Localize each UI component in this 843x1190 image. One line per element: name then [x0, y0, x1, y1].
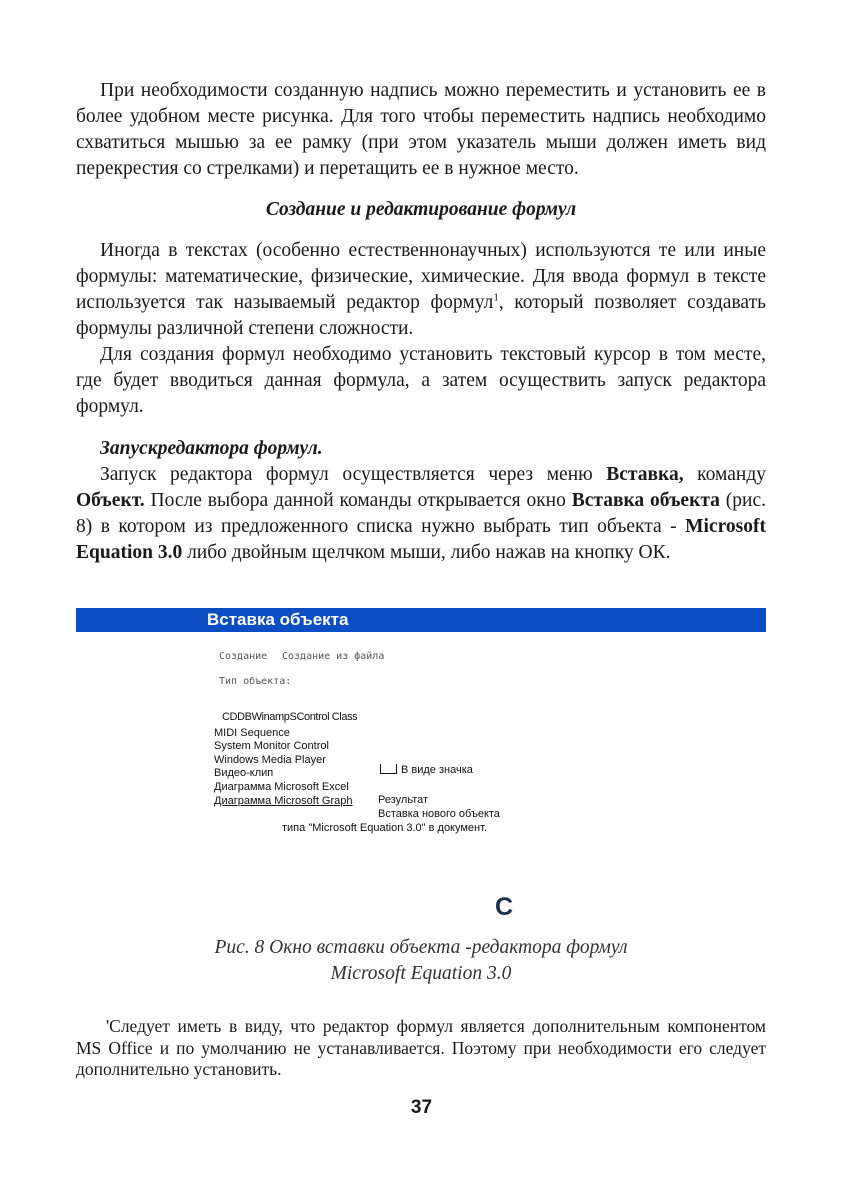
footnote-marker: 1 [493, 291, 499, 304]
object-type-list[interactable] [214, 711, 357, 808]
stray-letter: C [495, 893, 514, 921]
command-object: Объект. [76, 490, 145, 511]
window-insert-object: Вставка объекта [571, 490, 720, 511]
paragraph-launch: Запускредактора формул. Запуск редактора формул осуществляется через меню Вставка, команду Объект. После выбора данной команды открывается окно Вставка объекта (рис. 8) в котором из предложенного списка нужно выбрать тип объекта - Microsoft Equation 3.0 либо двойным щелчком мыши, либо нажав на кнопку ОК. [76, 438, 766, 563]
dialog-title-bar [76, 608, 766, 632]
as-icon-option[interactable] [380, 764, 473, 776]
para2-tail: , который позволяет создавать формулы различной степени сложности. [76, 292, 766, 339]
object-type-label: Тип объекта: [219, 676, 292, 687]
tab-from-file[interactable]: Создание из файла [282, 651, 385, 662]
para2-text: Иногда в текстах (особенно естественнонаучных) используются те или иные формулы: математические, физические, химические. Для ввода формул в тексте используется так называемый редактор формул [76, 240, 766, 313]
list-item[interactable]: Диаграмма Microsoft Excel [214, 780, 349, 793]
figure-caption-line-1: Рис. 8 Окно вставки объекта -редактора формул [214, 937, 628, 958]
as-icon-checkbox[interactable] [380, 764, 397, 774]
result-label: Результат [378, 794, 429, 806]
footnote: 'Следует иметь в виду, что редактор формул является дополнительным компонентом MS Office и по умолчанию не устанавливается. Поэтому при необходимости его следует дополнительно установить. [76, 1016, 766, 1079]
list-item[interactable]: Видео-клип [214, 767, 274, 780]
section-heading: Создание и редактирование формул [265, 199, 577, 220]
list-item[interactable]: CDDBWinampSControl Class [222, 711, 358, 723]
as-icon-label: В виде значка [401, 764, 473, 776]
list-item[interactable]: Диаграмма Microsoft Graph [214, 794, 353, 807]
tab-create[interactable]: Создание [219, 651, 268, 662]
run-heading: Запускредактора формул. [100, 438, 323, 459]
paragraph-move-caption: При необходимости созданную надпись можно переместить и установить ее в более удобном месте рисунка. Для того чтобы переместить надпись необходимо схватиться мышью за ее рамку (при этом указатель мыши должен иметь вид перекрестия со стрелками) и перетащить ее в нужное место. [76, 80, 766, 179]
menu-insert: Вставка, [606, 464, 684, 485]
list-item[interactable]: Windows Media Player [214, 753, 326, 766]
list-item[interactable]: MIDI Sequence [214, 726, 290, 739]
list-item[interactable]: System Monitor Control [214, 740, 329, 753]
paragraph-formulas-intro [76, 238, 766, 420]
equation-name: Microsoft Equation 3.0 [76, 516, 766, 563]
dialog-title: Вставка объекта [207, 610, 349, 629]
paragraph-cursor: Для создания формул необходимо установить текстовый курсор в том месте, где будет вводиться данная формула, а затем осуществить запуск редактора формул. [76, 344, 766, 417]
page-number: 37 [410, 1097, 433, 1118]
result-line-2: типа "Microsoft Equation 3.0" в документ. [282, 822, 488, 834]
figure-caption-line-2: Microsoft Equation 3.0 [330, 963, 512, 984]
result-line-1: Вставка нового объекта [378, 808, 500, 820]
